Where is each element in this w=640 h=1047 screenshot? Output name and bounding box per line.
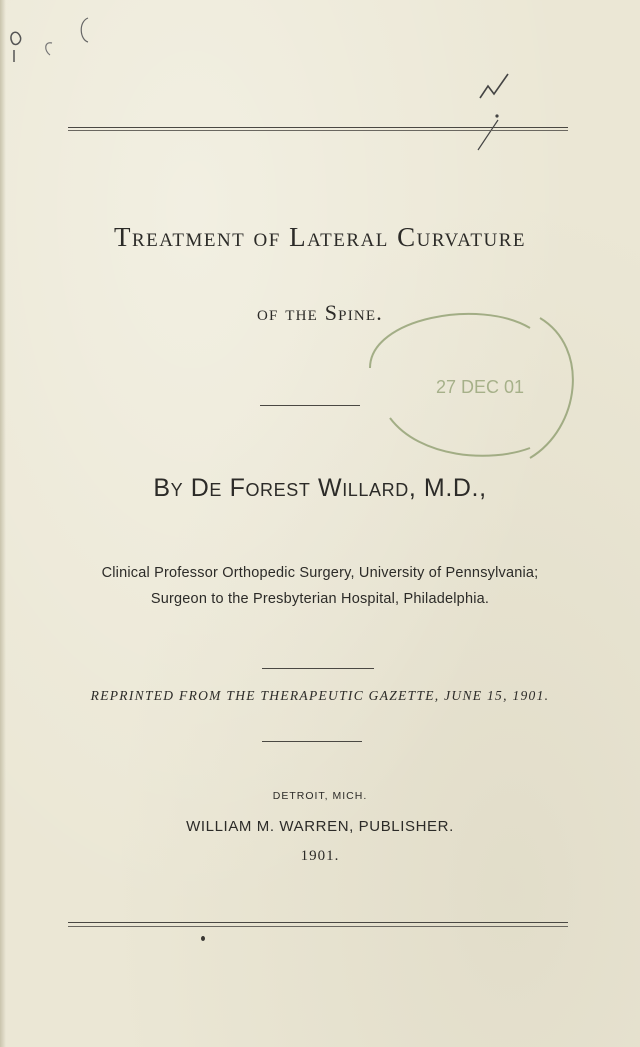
- title-line-1: Treatment of Lateral Curvature: [113, 222, 527, 252]
- reprint-rule-bottom: [262, 741, 362, 742]
- imprint-year: 1901.: [300, 848, 340, 864]
- ink-speck: [201, 936, 205, 941]
- imprint-publisher: WILLIAM M. WARREN, PUBLISHER.: [186, 818, 454, 835]
- imprint-city: DETROIT, MICH.: [272, 790, 368, 802]
- library-stamp: [330, 288, 630, 468]
- affiliation-line-2: Surgeon to the Presbyterian Hospital, Philadelphia.: [150, 591, 490, 607]
- affiliation-line-1: Clinical Professor Orthopedic Surgery, University of Pennsylvania;: [101, 565, 539, 581]
- author-line: By De Forest Willard, M.D.,: [153, 474, 487, 502]
- reprint-rule-top: [262, 668, 374, 669]
- top-rule-2: [68, 130, 568, 131]
- handwritten-marks: [0, 0, 640, 160]
- stamp-date: 27 DEC 01: [435, 377, 525, 397]
- title-line-2: of the Spine.: [256, 300, 383, 325]
- top-rule-1: [68, 127, 568, 128]
- bottom-rule-1: [68, 922, 568, 923]
- reprint-notice: REPRINTED FROM THE THERAPEUTIC GAZETTE, JUNE 15, 1901.: [90, 688, 550, 703]
- bottom-rule-2: [68, 926, 568, 927]
